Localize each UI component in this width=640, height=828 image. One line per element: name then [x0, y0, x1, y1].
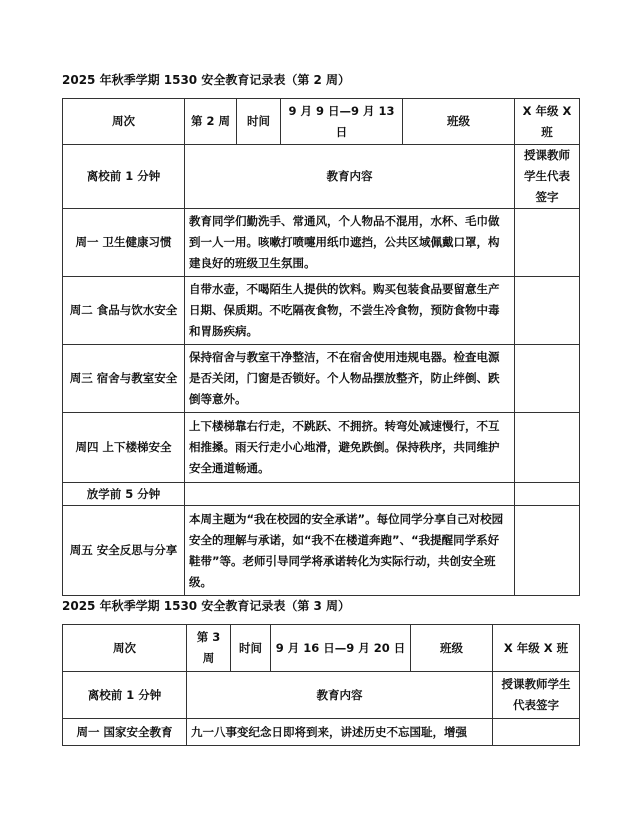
- content-label: 教育内容: [185, 145, 515, 209]
- week3-table: [62, 624, 580, 746]
- sign-cell[interactable]: [515, 345, 580, 413]
- week3-title: 2025 年秋季学期 1530 安全教育记录表（第 3 周）: [62, 599, 351, 613]
- time-label: 时间: [237, 99, 281, 145]
- week2-section-row-2: [63, 483, 580, 506]
- week2-title: 2025 年秋季学期 1530 安全教育记录表（第 2 周）: [62, 73, 351, 87]
- section-before-school: 放学前 5 分钟: [63, 483, 185, 506]
- table-row: [63, 506, 580, 596]
- content-cell: 本周主题为“我在校园的安全承诺”。每位同学分享自己对校园安全的理解与承诺，如“我不在楼道奔跑”、“我提醒同学系好鞋带”等。老师引导同学将承诺转化为实际行动，共创安全班级。: [185, 506, 515, 596]
- section-before-leave: 离校前 1 分钟: [63, 672, 187, 719]
- week-label: 周次: [63, 99, 185, 145]
- table-row: [63, 277, 580, 345]
- sign-cell[interactable]: [515, 506, 580, 596]
- time-value: 9 月 9 日—9 月 13 日: [281, 99, 403, 145]
- week-label: 周次: [63, 625, 187, 672]
- sign-label: 授课教师学生代表签字: [515, 145, 580, 209]
- class-value: X 年级 X 班: [515, 99, 580, 145]
- class-label: 班级: [411, 625, 493, 672]
- table-row: [63, 719, 580, 746]
- sign-cell[interactable]: [515, 209, 580, 277]
- day-cell: 周五 安全反思与分享: [63, 506, 185, 596]
- day-cell: 周一 国家安全教育: [63, 719, 187, 746]
- sign-cell[interactable]: [493, 719, 580, 746]
- content-cell: 保持宿舍与教室干净整洁，不在宿舍使用违规电器。检查电源是否关闭，门窗是否锁好。个人物品摆放整齐，防止绊倒、跌倒等意外。: [185, 345, 515, 413]
- day-cell: 周三 宿舍与教室安全: [63, 345, 185, 413]
- section-before-leave: 离校前 1 分钟: [63, 145, 185, 209]
- week2-header-row: [63, 99, 580, 145]
- week-value: 第 3 周: [187, 625, 231, 672]
- day-cell: 周二 食品与饮水安全: [63, 277, 185, 345]
- content-cell: 自带水壶，不喝陌生人提供的饮料。购买包装食品要留意生产日期、保质期。不吃隔夜食物，不尝生冷食物，预防食物中毒和胃肠疾病。: [185, 277, 515, 345]
- sign-cell[interactable]: [515, 277, 580, 345]
- content-cell: 九一八事变纪念日即将到来，讲述历史不忘国耻，增强: [187, 719, 493, 746]
- week2-section-row: [63, 145, 580, 209]
- sign-label: 授课教师学生代表签字: [493, 672, 580, 719]
- day-cell: 周一 卫生健康习惯: [63, 209, 185, 277]
- content-label: 教育内容: [187, 672, 493, 719]
- table-row: [63, 345, 580, 413]
- time-value: 9 月 16 日—9 月 20 日: [271, 625, 411, 672]
- week-value: 第 2 周: [185, 99, 237, 145]
- week3-header-row: [63, 625, 580, 672]
- day-cell: 周四 上下楼梯安全: [63, 413, 185, 483]
- table-row: [63, 413, 580, 483]
- week2-table: [62, 98, 580, 596]
- content-cell: 上下楼梯靠右行走，不跳跃、不拥挤。转弯处减速慢行，不互相推搡。雨天行走小心地滑，避免跌倒。保持秩序，共同维护安全通道畅通。: [185, 413, 515, 483]
- content-cell: 教育同学们勤洗手、常通风，个人物品不混用，水杯、毛巾做到一人一用。咳嗽打喷嚏用纸巾遮挡，公共区域佩戴口罩，构建良好的班级卫生氛围。: [185, 209, 515, 277]
- time-label: 时间: [231, 625, 271, 672]
- week3-section-row: [63, 672, 580, 719]
- sign-cell[interactable]: [515, 413, 580, 483]
- table-row: [63, 209, 580, 277]
- class-label: 班级: [403, 99, 515, 145]
- class-value: X 年级 X 班: [493, 625, 580, 672]
